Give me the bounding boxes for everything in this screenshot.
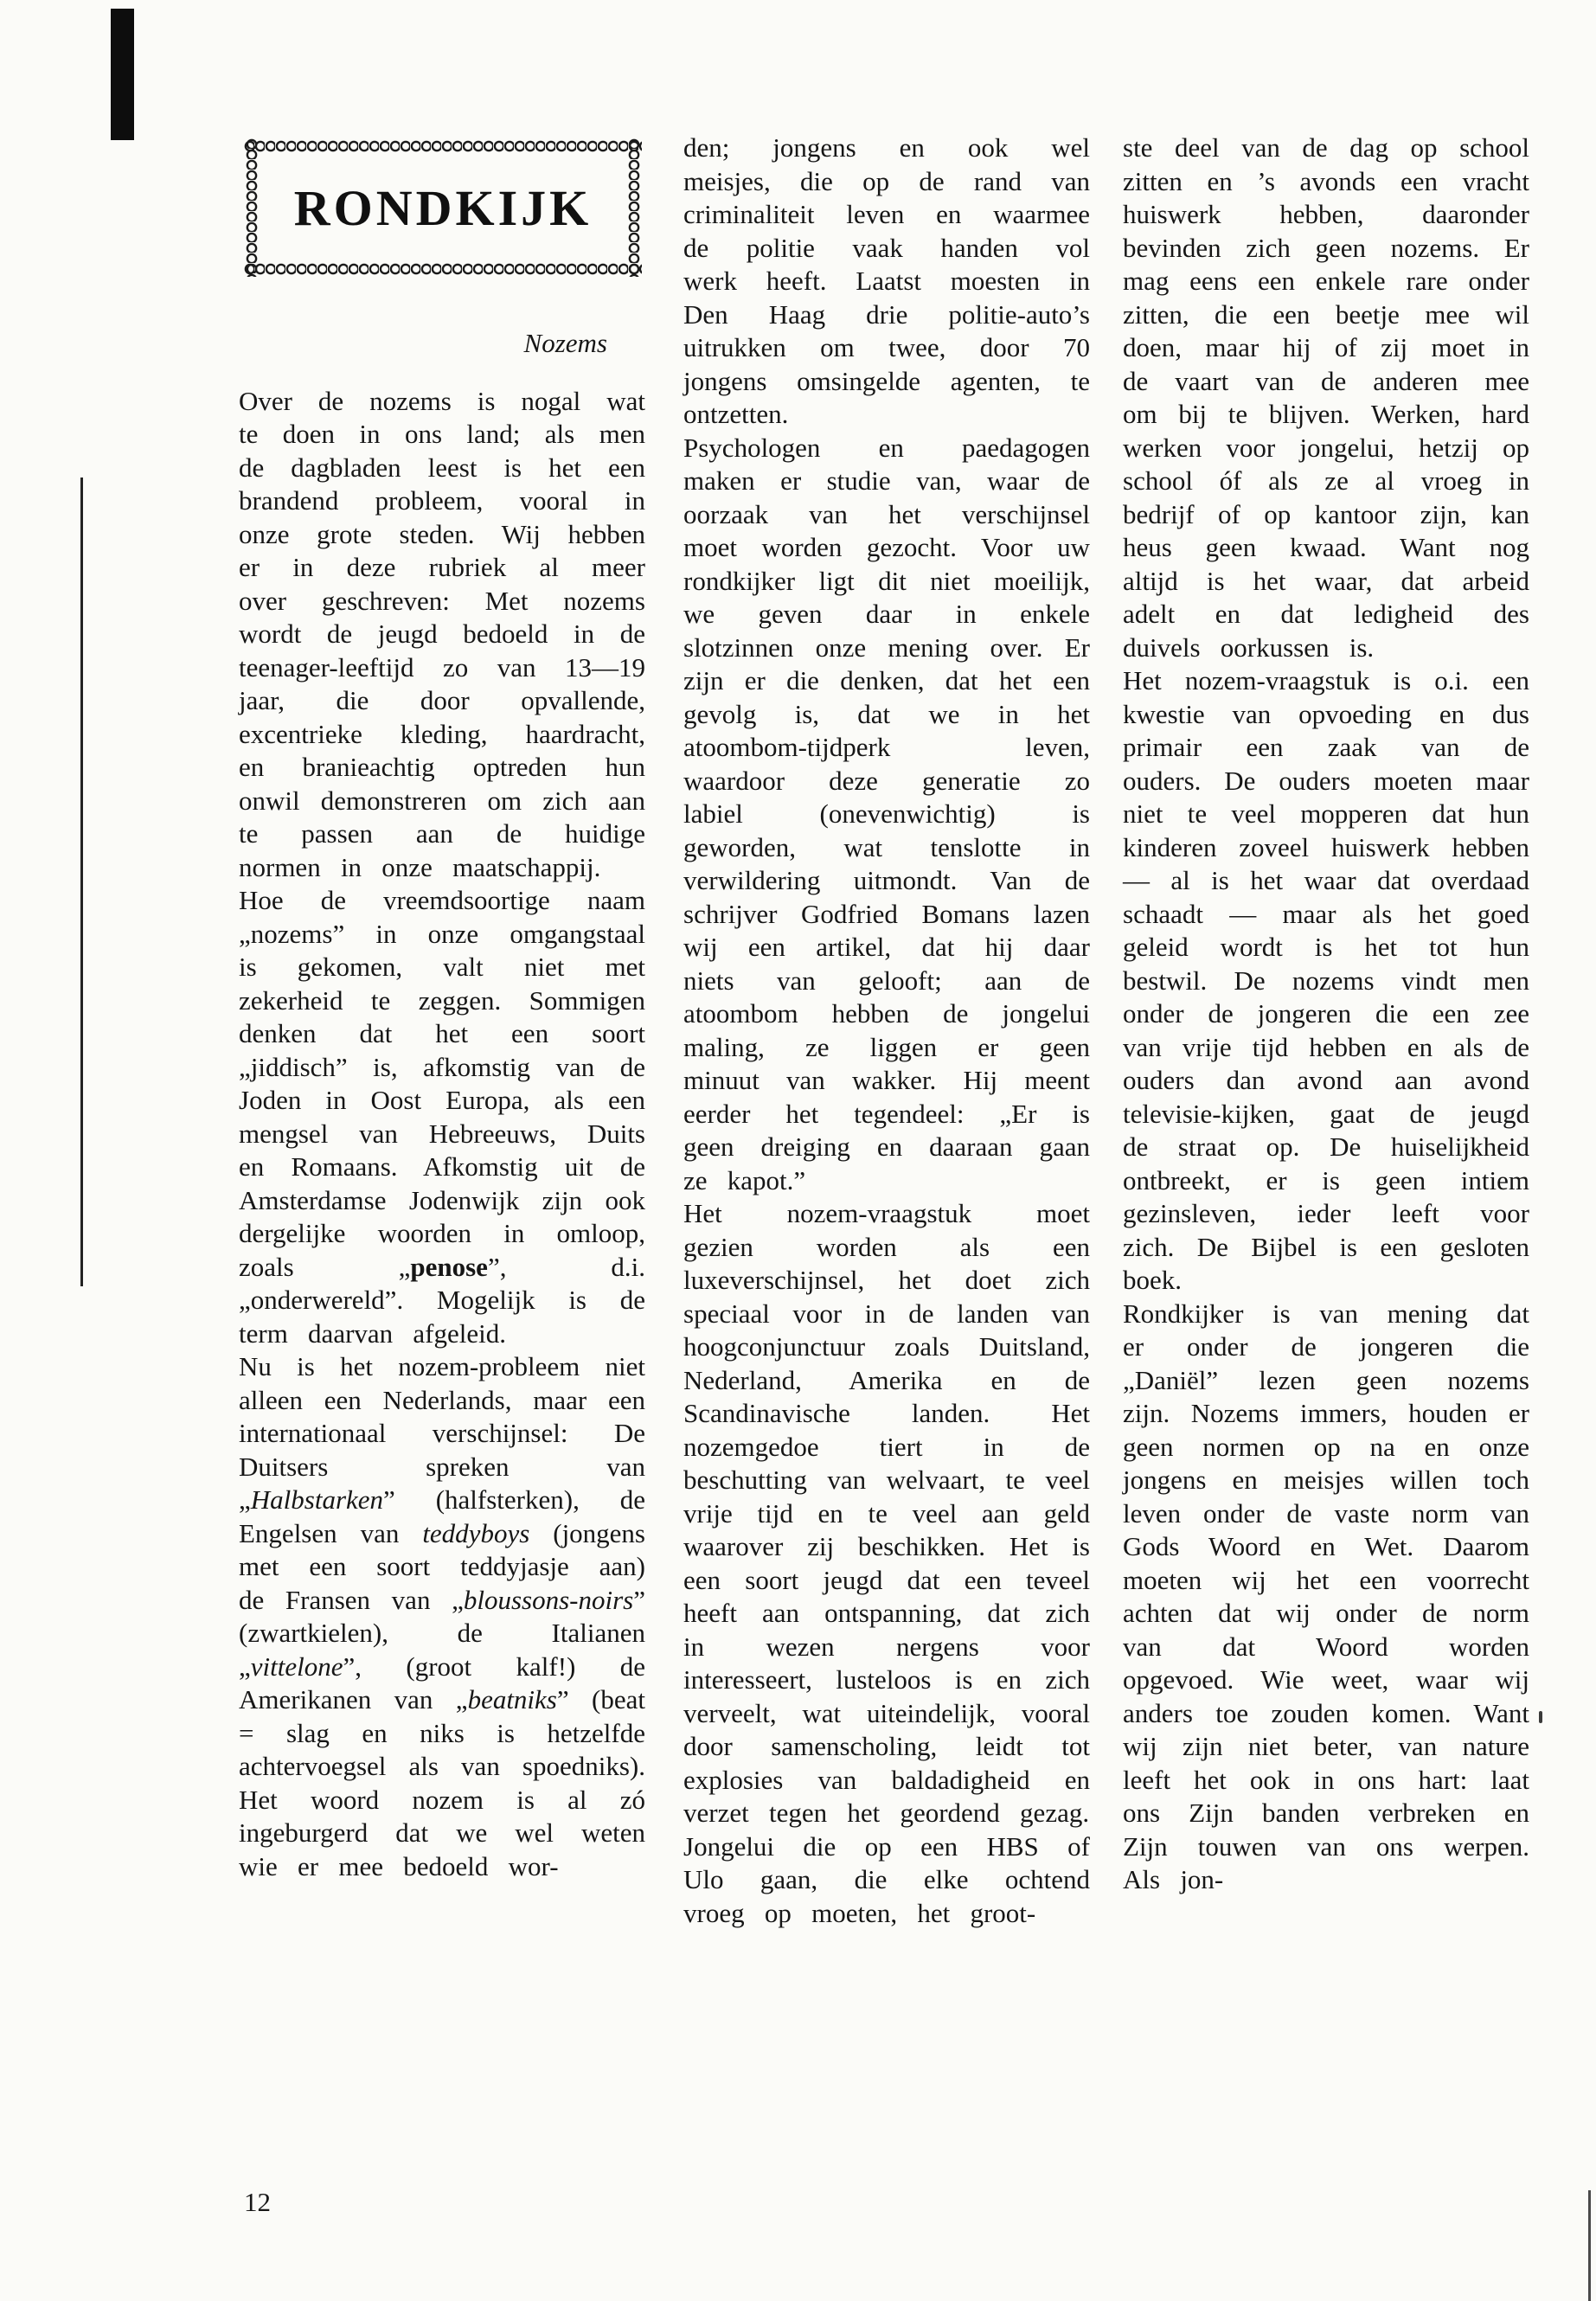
scan-artifact-left-rule xyxy=(80,478,83,1286)
rope-border-bottom-icon xyxy=(244,261,642,277)
paragraph: den; jongens en ook wel meisjes, die op de rand van criminaliteit leven en waarmee de politie vaak handen vol werk heeft. Laatst moesten in Den Haag drie politie-auto’s uitrukken om twee, door 70 jongens omsingelde agenten, te ontzetten. xyxy=(683,132,1090,429)
scan-artifact-right-rule xyxy=(1588,2190,1591,2301)
page-title: RONDKIJK xyxy=(293,179,593,236)
rope-border-right-icon xyxy=(626,138,642,277)
paragraph: Hoe de vreemdsoortige naam „nozems” in onze omgangstaal is gekomen, valt niet met zekerheid te zeggen. Sommigen denken dat het een soort „jiddisch” is, afkomstig van de Joden in Oost Europa, als een mengsel van Hebreeuws, Duits en Romaans. Afkomstig uit de Amsterdamse Jodenwijk zijn ook dergelijke woorden in omloop, zoals „penose”, d.i. „onderwereld”. Mogelijk is de term daarvan afgeleid. xyxy=(239,885,645,1349)
masthead-box xyxy=(244,138,642,277)
paragraph: Het nozem-vraagstuk moet gezien worden als een luxeverschijnsel, het doet zich speciaal voor in de landen van hoogconjunctuur zoals Duitsland, Nederland, Amerika en de Scandinavische landen. Het nozemgedoe tiert in de beschutting van welvaart, te veel vrije tijd en te veel aan geld waarover zij beschikken. Het is een soort jeugd dat een teveel heeft aan ontspanning, dat zich in wezen nergens voor interesseert, lusteloos is en zich verveelt, wat uiteindelijk, vooral door samenscholing, leidt tot explosies van baldadigheid en verzet tegen het geordend gezag. xyxy=(683,1198,1090,1828)
column-3 xyxy=(1123,131,1529,1897)
paragraph: Rondkijker is van mening dat er onder de jongeren die „Daniël” lezen geen nozems zijn. Nozems immers, houden er geen normen op na en onze jongens en meisjes willen toch leven onder de vaste norm van Gods Woord en Wet. Daarom moeten wij het een voorrecht achten dat wij onder de norm van dat Woord worden opgevoed. Wie weet, waar wij anders toe zouden komen. Want wij zijn niet beter, van nature leeft het ook in ons hart: laat ons Zijn banden verbreken en Zijn touwen van ons werpen. Als jon- xyxy=(1123,1298,1529,1894)
paragraph: Het nozem-vraagstuk is o.i. een kwestie van opvoeding en dus primair een zaak van de ouders. De ouders moeten maar niet te veel mopperen dat hun kinderen zoveel huiswerk hebben — al is het waar dat overdaad schaadt — maar als het goed geleid wordt is het tot hun bestwil. De nozems vindt men onder de jongeren die een zee van vrije tijd hebben en als de ouders dan avond aan avond televisie-kijken, gaat de jeugd de straat op. De huiselijkheid ontbreekt, er is geen intiem gezinsleven, ieder leeft voor zich. De Bijbel is een gesloten boek. xyxy=(1123,665,1529,1295)
paragraph: Psychologen en paedagogen maken er studie van, waar de oorzaak van het verschijnsel moet worden gezocht. Voor uw rondkijker ligt dit niet moeilijk, we geven daar in enkele slotzinnen onze mening over. Er zijn er die denken, dat het een gevolg is, dat we in het atoombom-tijdperk leven, waardoor deze generatie zo labiel (onevenwichtig) is geworden, wat tenslotte in verwildering uitmondt. Van de schrijver Godfried Bomans lazen wij een artikel, dat hij daar niets van gelooft; aan de atoombom hebben de jongelui maling, ze liggen er geen minuut van wakker. Hij meent eerder het tegendeel: „Er is geen dreiging en daaraan gaan ze kapot.” xyxy=(683,432,1090,1195)
paragraph: Jongelui die op een HBS of Ulo gaan, die elke ochtend vroeg op moeten, het groot- xyxy=(683,1830,1090,1928)
scan-artifact-corner-bar xyxy=(111,9,134,140)
paragraph: ste deel van de dag op school zitten en ’s avonds een vracht huiswerk hebben, daaronder bevinden zich geen nozems. Er mag eens een enkele rare onder zitten, die een beetje mee wil doen, maar hij of zij moet in de vaart van de anderen mee om bij te blijven. Werken, hard werken voor jongelui, hetzij op school óf als ze al vroeg in bedrijf of op kantoor zijn, kan heus geen kwaad. Want nog altijd is het waar, dat arbeid adelt en dat ledigheid des duivels oorkussen is. xyxy=(1123,132,1529,663)
rope-border-left-icon xyxy=(244,138,260,277)
rope-border-top-icon xyxy=(244,138,642,154)
column-1 xyxy=(239,327,645,1883)
scan-artifact-edge-tick xyxy=(1539,1711,1542,1723)
column-2 xyxy=(683,131,1090,1930)
paragraph: Over de nozems is nogal wat te doen in ons land; als men de dagbladen leest is het een brandend probleem, vooral in onze grote steden. Wij hebben er in deze rubriek al meer over geschreven: Met nozems wordt de jeugd bedoeld in de teenager-leeftijd zo van 13—19 jaar, die door opvallende, excentrieke kleding, haardracht, en branieachtig optreden hun onwil demonstreren om zich aan te passen aan de huidige normen in onze maatschappij. xyxy=(239,385,645,882)
paragraph: Nu is het nozem-probleem niet alleen een Nederlands, maar een internationaal verschijnsel: De Duitsers spreken van „Halbstarken” (halfsterken), de Engelsen van teddyboys (jongens met een soort teddyjasje aan) de Fransen van „bloussons-noirs” (zwartkielen), de Italianen „vittelone”, (groot kalf!) de Amerikanen van „beatniks” (beat = slag en niks is hetzelfde achtervoegsel als van spoedniks). Het woord nozem is al zó ingeburgerd dat we wel weten wie er mee bedoeld wor- xyxy=(239,1351,646,1881)
article-subtitle: Nozems xyxy=(523,328,607,358)
page-number: 12 xyxy=(244,2187,271,2217)
